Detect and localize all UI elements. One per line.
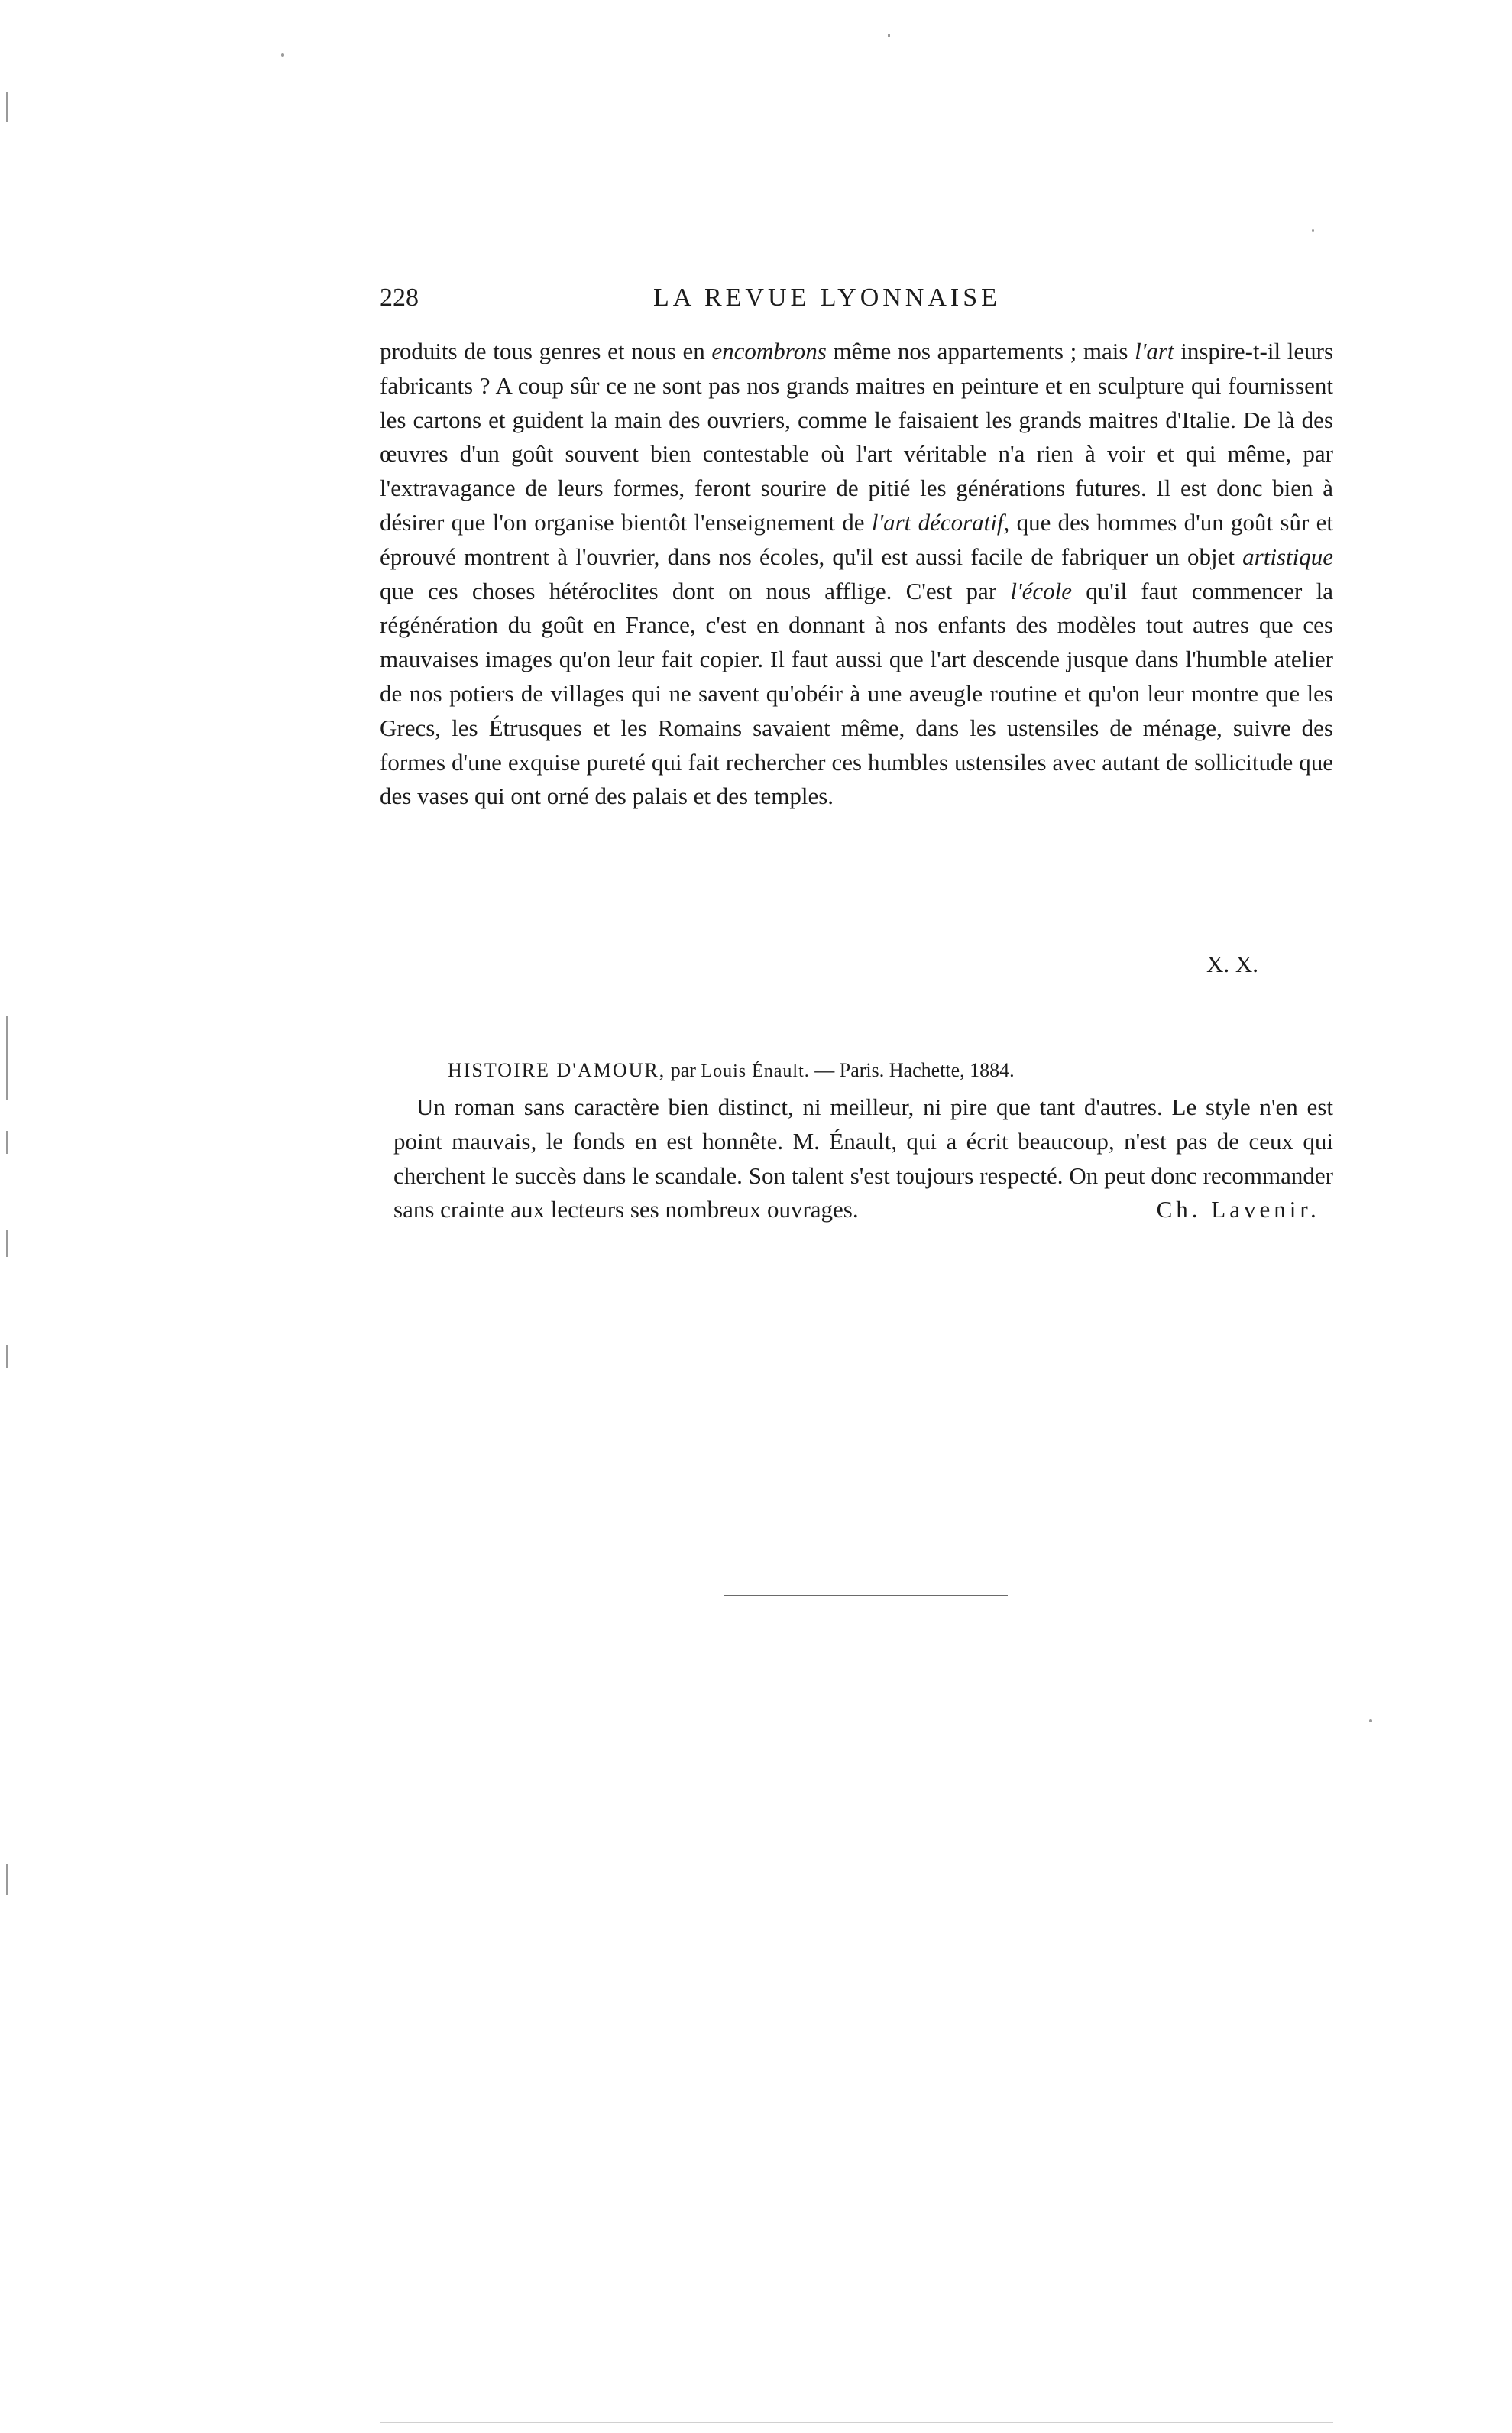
scan-edge-mark: [6, 1230, 8, 1257]
bottom-rule: [380, 2422, 1333, 2423]
italic-text-segment: l'art décoratif: [871, 508, 1004, 536]
article-signature: X. X.: [1206, 951, 1258, 977]
review-paragraph: [393, 1090, 1333, 1227]
scan-edge-mark: [6, 1131, 8, 1154]
page-number: 228: [380, 283, 419, 312]
review-book-author: Louis Énault.: [701, 1061, 810, 1081]
text-segment: , que des hommes d'un goût sûr et éprouvé montrent à l'ouvrier, dans nos écoles, qu'il est aussi facile de fabriquer un objet: [380, 508, 1333, 570]
running-title: LA REVUE LYONNAISE: [653, 283, 1001, 312]
scan-speck: [281, 53, 284, 57]
text-segment: même nos appartements ; mais: [826, 338, 1135, 364]
review-by: par: [665, 1059, 701, 1081]
article-paragraph: [380, 335, 1333, 814]
review-publication: — Paris. Hachette, 1884.: [809, 1059, 1015, 1081]
scan-edge-mark: [6, 1016, 8, 1100]
text-segment: que ces choses hétéroclites dont on nous afflige. C'est par: [380, 577, 1011, 604]
scan-edge-mark: [6, 92, 8, 122]
scan-speck: [1369, 1719, 1372, 1722]
italic-text-segment: artistique: [1242, 543, 1333, 570]
italic-text-segment: l'école: [1010, 577, 1073, 604]
text-segment: inspire-t-il leurs fabricants ? A coup sûr ce ne sont pas nos grands maitres en peinture et en sculpture qui fournissent les cartons et guident la main des ouvriers, comme le faisaient les grands maitres d'Italie. De là des œuvres d'un goût souvent bien contestable où l'art véritable n'a rien à voir et qui même, par l'extravagance de leurs formes, feront sourire de pitié les générations futures. Il est donc bien à désirer que l'on organise bientôt l'enseignement de: [380, 338, 1334, 536]
review-body: Un roman sans caractère bien distinct, ni meilleur, ni pire que tant d'autres. Le style n'en est point mauvais, le fonds en est honnête. M. Énault, qui a écrit beaucoup, n'est pas de ceux qui cherchent le succès dans le scandale. Son talent s'est toujours respecté. On peut donc recommander sans crainte aux lecteurs ses nombreux ouvrages.: [393, 1093, 1333, 1223]
article-text: [380, 335, 1333, 814]
scan-edge-mark: [6, 1864, 8, 1895]
review-title: HISTOIRE D'AMOUR,: [448, 1059, 666, 1081]
italic-text-segment: l'art: [1135, 338, 1174, 364]
review-author: Ch. Lavenir.: [1156, 1196, 1320, 1223]
scan-edge-mark: [6, 1345, 8, 1368]
scan-speck: [888, 34, 890, 37]
italic-text-segment: encombrons: [711, 338, 827, 364]
review-heading: [448, 1058, 1015, 1083]
review-text: [393, 1090, 1333, 1227]
text-segment: produits de tous genres et nous en: [380, 338, 712, 364]
page-header: [380, 283, 1333, 329]
scan-speck: [1312, 229, 1314, 232]
text-segment: qu'il faut commencer la régénération du goût en France, c'est en donnant à nos enfants des modèles tout autres que ces mauvaises images qu'on leur fait copier. Il faut aussi que l'art descende jusque dans l'humble atelier de nos potiers de villages qui ne savent qu'obéir à une aveugle routine et qu'on leur montre que les Grecs, les Étrusques et les Romains savaient même, dans les ustensiles de ménage, suivre des formes d'une exquise pureté qui fait rechercher ces humbles ustensiles avec autant de sollicitude que des vases qui ont orné des palais et des temples.: [380, 577, 1333, 810]
closing-rule: [724, 1595, 1008, 1596]
